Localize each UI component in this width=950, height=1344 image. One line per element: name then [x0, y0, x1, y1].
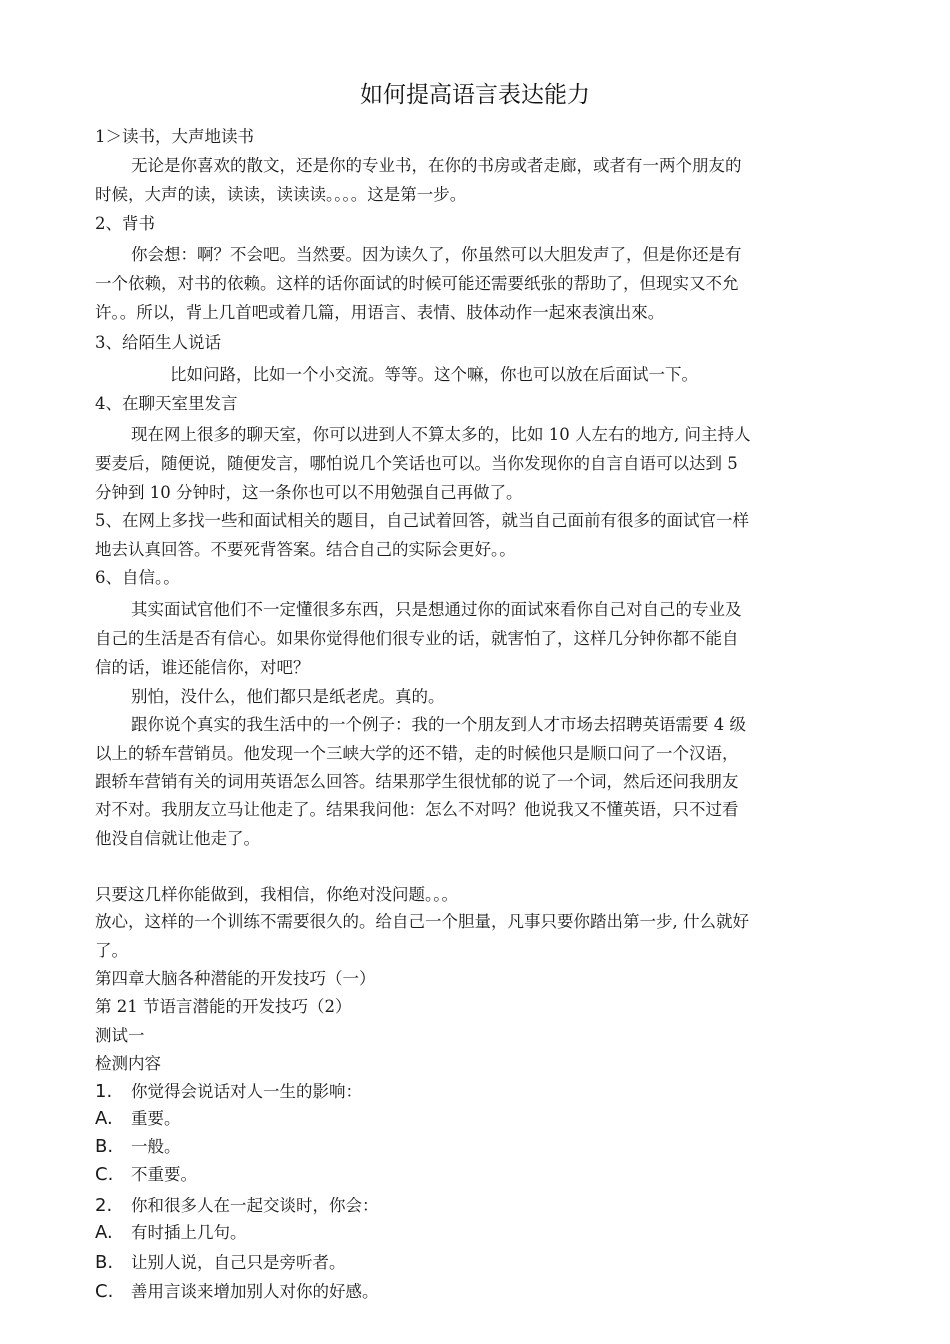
paragraph-line: 跟轿车营销有关的词用英语怎么回答。结果那学生很忧郁的说了一个词，然后还问我朋友	[95, 772, 739, 791]
option-label: B.	[95, 1136, 114, 1157]
paragraph-line: 自己的生活是否有信心。如果你觉得他们很专业的话，就害怕了，这样几分钟你都不能自	[95, 629, 739, 648]
question-number: 1.	[95, 1081, 113, 1102]
paragraph-line: 比如问路，比如一个小交流。等等。这个嘛，你也可以放在后面试一下。	[170, 365, 698, 384]
question-text: 你觉得会说话对人一生的影响：	[131, 1082, 362, 1101]
question-2-option-b	[95, 1252, 865, 1274]
option-text: 重要。	[131, 1109, 181, 1128]
question-text: 你和很多人在一起交谈时，你会：	[131, 1196, 379, 1215]
heading-5: 5、在网上多找一些和面试相关的题目，自己试着回答，就当自己面前有很多的面试官一样	[95, 511, 749, 530]
question-2	[95, 1195, 865, 1217]
paragraph-line: 一个依赖，对书的依赖。这样的话你面试的时候可能还需要纸张的帮助了，但现实又不允	[95, 274, 739, 293]
paragraph-line: 你会想：啊？不会吧。当然要。因为读久了，你虽然可以大胆发声了，但是你还是有	[131, 245, 742, 264]
test-subheading: 检测内容	[95, 1054, 161, 1073]
paragraph-line: 许。。所以，背上几首吧或着几篇，用语言、表情、肢体动作一起來表演出來。	[95, 303, 665, 322]
heading-6: 6、自信。。	[95, 568, 180, 587]
paragraph-line: 只要这几样你能做到，我相信，你绝对没问题。。。	[95, 885, 458, 904]
heading-1: 1＞读书，大声地读书	[95, 127, 254, 146]
paragraph-line: 了。	[95, 941, 128, 960]
paragraph-line: 其实面试官他们不一定懂很多东西，只是想通过你的面试來看你自己对自己的专业及	[131, 600, 742, 619]
paragraph-line: 以上的轿车营销员。他发现一个三峡大学的还不错，走的时候他只是顺口问了一个汉语，	[95, 744, 739, 763]
option-label: B.	[95, 1252, 114, 1273]
paragraph-line: 跟你说个真实的我生活中的一个例子：我的一个朋友到人才市场去招聘英语需要 4 级	[131, 715, 746, 734]
section-heading: 第 21 节语言潜能的开发技巧（2）	[95, 997, 352, 1016]
paragraph-line: 放心，这样的一个训练不需要很久的。给自己一个胆量，凡事只要你踏出第一步, 什么就好	[95, 912, 749, 931]
question-1	[95, 1081, 865, 1103]
paragraph-line: 现在网上很多的聊天室，你可以进到人不算太多的，比如 10 人左右的地方, 问主持人	[131, 425, 751, 444]
question-1-option-b	[95, 1136, 865, 1158]
option-label: C.	[95, 1164, 114, 1185]
paragraph-line: 地去认真回答。不要死背答案。结合自己的实际会更好。。	[95, 540, 516, 559]
option-text: 有时插上几句。	[131, 1223, 247, 1242]
paragraph-line: 时候，大声的读，读读，读读读。。。。这是第一步。	[95, 185, 467, 204]
heading-4: 4、在聊天室里发言	[95, 394, 238, 413]
paragraph-line: 分钟到 10 分钟时，这一条你也可以不用勉强自己再做了。	[95, 483, 523, 502]
option-text: 善用言谈来增加别人对你的好感。	[131, 1282, 379, 1301]
paragraph-line: 别怕，没什么，他们都只是纸老虎。真的。	[131, 687, 445, 706]
option-text: 让别人说，自己只是旁听者。	[131, 1253, 346, 1272]
paragraph-line: 对不对。我朋友立马让他走了。结果我问他：怎么不对吗？他说我又不懂英语，只不过看	[95, 800, 739, 819]
test-heading: 测试一	[95, 1026, 145, 1045]
paragraph-line: 他没自信就让他走了。	[95, 829, 260, 848]
question-2-option-c	[95, 1281, 865, 1303]
option-text: 一般。	[131, 1137, 181, 1156]
option-label: C.	[95, 1281, 114, 1302]
question-1-option-c	[95, 1164, 865, 1186]
question-1-option-a	[95, 1108, 865, 1130]
paragraph-line: 信的话，谁还能信你，对吧？	[95, 658, 310, 677]
paragraph-line: 要麦后，随便说，随便发言，哪怕说几个笑话也可以。当你发现你的自言自语可以达到 5	[95, 454, 738, 473]
option-label: A.	[95, 1108, 113, 1129]
document-title: 如何提高语言表达能力	[360, 82, 590, 108]
option-text: 不重要。	[131, 1165, 197, 1184]
question-2-option-a	[95, 1222, 865, 1244]
heading-3: 3、给陌生人说话	[95, 333, 221, 352]
question-number: 2.	[95, 1195, 113, 1216]
option-label: A.	[95, 1222, 113, 1243]
chapter-heading: 第四章大脑各种潜能的开发技巧（一）	[95, 969, 376, 988]
paragraph-line: 无论是你喜欢的散文，还是你的专业书，在你的书房或者走廊，或者有一两个朋友的	[131, 156, 742, 175]
heading-2: 2、背书	[95, 214, 155, 233]
